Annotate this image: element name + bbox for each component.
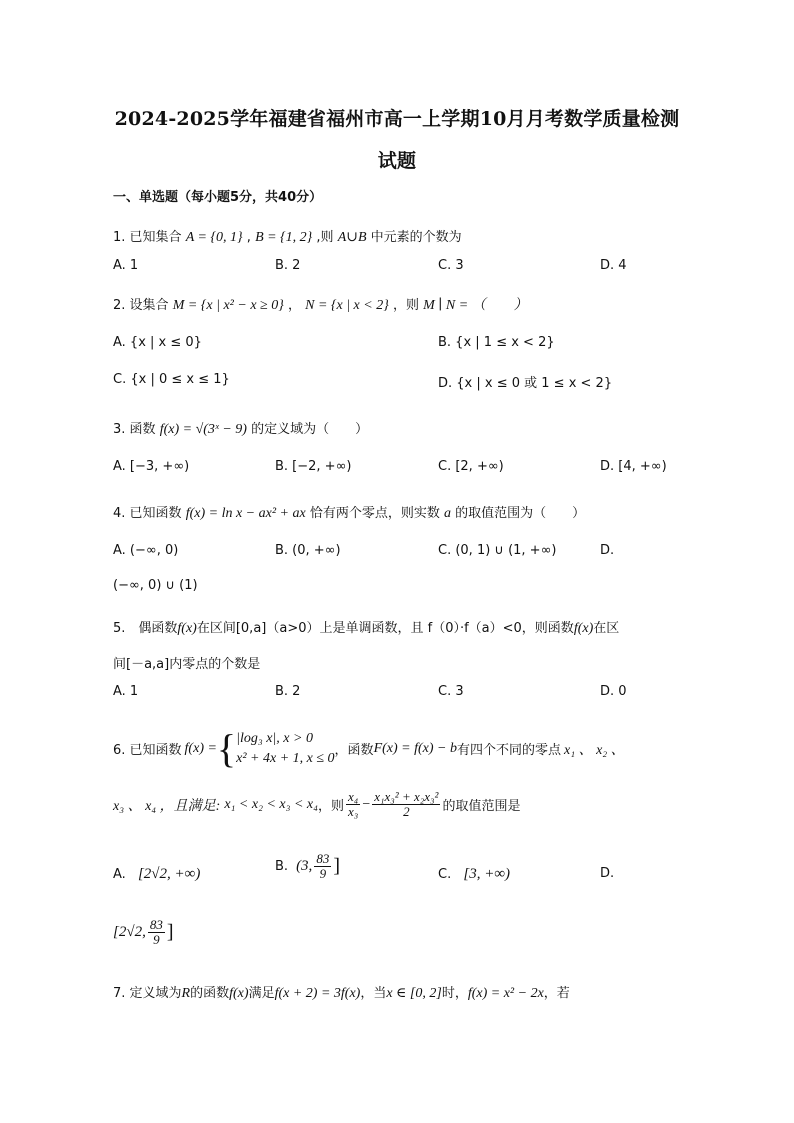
q4-option-d: D. <box>600 543 615 558</box>
q1-option-a: A. 1 <box>113 258 139 273</box>
q6-option-c-label: C. <box>438 867 452 882</box>
q6-option-c <box>438 866 510 883</box>
q6-option-b-right: ] <box>333 855 340 878</box>
q5-text-c: 在区 <box>593 621 620 636</box>
q4-suffix: 的取值范围为（ ） <box>455 506 586 521</box>
q6-option-d-right: ] <box>166 921 174 944</box>
q2-expr: M ∣ N = （ ） <box>423 298 528 313</box>
question-2: 2. 设集合 M = {x | x² − x ≥ 0} ， N = {x | x < 2} ，则 M ∣ N = （ ） <box>113 298 528 313</box>
q2-option-a: A. {x | x ≤ 0} <box>113 335 202 350</box>
q7-suffix: ，若 <box>543 986 570 1001</box>
q7-prefix: 7. 定义域为 <box>113 986 182 1001</box>
q1-option-b: B. 2 <box>275 258 301 273</box>
q7-mid3: ，当 <box>360 986 387 1001</box>
q2-prefix: 2. 设集合 <box>113 298 169 313</box>
q4-option-d-value: (−∞, 0) ∪ (1) <box>113 578 198 593</box>
q6-case-1: |log₃ x|, x > 0 <box>236 730 313 746</box>
q1-suffix: 中元素的个数为 <box>370 230 462 245</box>
q6-line2-suffix: 的取值范围是 <box>442 799 521 815</box>
q5-option-b: B. 2 <box>275 684 301 699</box>
q3-option-a: A. [−3, +∞) <box>113 459 190 474</box>
q6-fraction-2 <box>372 790 440 820</box>
q6-line2-mid: ，则 <box>318 799 345 815</box>
q6-fx: f(x) = <box>184 740 217 756</box>
q7-eq: f(x + 2) = 3f(x) <box>274 986 361 1001</box>
q7-eq2: f(x) = x² − 2x <box>467 986 544 1001</box>
q6-option-a <box>113 866 200 883</box>
q4-var: a <box>443 506 451 521</box>
q6-option-d-num: 83 <box>149 917 163 932</box>
q1-union: A∪B <box>337 230 367 245</box>
q2-option-d: D. {x | x ≤ 0 或 1 ≤ x < 2} <box>438 376 613 391</box>
question-1: 1. 已知集合 A = {0, 1} , B = {1, 2} ,则 A∪B 中元素的个数为 <box>113 230 462 245</box>
q3-function: f(x) = √(3ˣ − 9) <box>159 422 247 437</box>
q7-mid4: 时， <box>441 986 468 1001</box>
q6-mid: ，函数 <box>334 743 374 758</box>
q7-R: R <box>181 986 191 1001</box>
q1-set-a: A = {0, 1} <box>185 230 243 245</box>
q6-option-d-den: 9 <box>153 932 160 948</box>
exam-title-line1: 2024-2025学年福建省福州市高一上学期10月月考数学质量检测 <box>114 108 680 130</box>
q3-option-b: B. [−2, +∞) <box>275 459 352 474</box>
q6-case-2: x² + 4x + 1, x ≤ 0 <box>236 750 335 766</box>
q6-option-a-label: A. <box>113 867 126 882</box>
q6-Fx: F(x) = f(x) − b <box>373 740 457 756</box>
q6-option-a-value: [2√2, +∞) <box>137 866 201 882</box>
q2-option-b: B. {x | 1 ≤ x < 2} <box>438 335 555 350</box>
q3-option-d: D. [4, +∞) <box>600 459 667 474</box>
q6-frac1-den: x₃ <box>348 804 359 820</box>
q7-range: x ∈ [0, 2] <box>386 986 442 1001</box>
q6-zeros-2: x₃ 、 x₄ ，且满足: <box>113 798 221 814</box>
q2-set-m: M = {x | x² − x ≥ 0} <box>172 298 284 313</box>
q4-option-a: A. (−∞, 0) <box>113 543 179 558</box>
q7-mid1: 的函数 <box>190 986 230 1001</box>
q6-option-b-fraction <box>314 852 331 882</box>
q1-option-d: D. 4 <box>600 258 627 273</box>
q6-option-d-fraction <box>148 918 165 948</box>
q1-set-b: B = {1, 2} <box>255 230 313 245</box>
q5-text-b: 在区间[0,a]（a>0）上是单调函数，且 f（0）·f（a）<0，则函数 <box>196 621 574 636</box>
q6-piecewise <box>236 729 334 768</box>
q6-option-b-num: 83 <box>316 851 330 866</box>
question-4 <box>113 502 585 522</box>
q6-option-b-label: B. <box>275 859 289 875</box>
q6-piecewise-brace: { <box>216 726 237 771</box>
exam-title-line2: 试题 <box>377 150 417 172</box>
q6-option-b <box>275 852 340 882</box>
question-5-line1 <box>113 617 619 637</box>
q6-prefix: 6. 已知函数 <box>113 743 182 758</box>
q6-condition: x₁ < x₂ < x₃ < x₄ <box>224 796 318 812</box>
q2-mid: ，则 <box>392 298 419 313</box>
q6-suffix: 有四个不同的零点 <box>456 743 561 758</box>
q2-option-c: C. {x | 0 ≤ x ≤ 1} <box>113 372 230 387</box>
q5-option-c: C. 3 <box>438 684 464 699</box>
q4-option-b: B. (0, +∞) <box>275 543 341 558</box>
q6-option-c-value: [3, +∞) <box>463 866 511 882</box>
q3-suffix: 的定义域为（ ） <box>251 422 369 437</box>
q7-fx: f(x) <box>229 986 249 1001</box>
q3-prefix: 3. 函数 <box>113 422 156 437</box>
q5-option-a: A. 1 <box>113 684 139 699</box>
q4-option-c: C. (0, 1) ∪ (1, +∞) <box>438 543 557 558</box>
q6-frac2-den: 2 <box>403 804 410 820</box>
q6-option-b-den: 9 <box>319 866 327 882</box>
q4-function: f(x) = ln x − ax² + ax <box>185 506 306 521</box>
q5-fx-1: f(x) <box>177 621 197 636</box>
question-6-line1 <box>113 725 625 772</box>
q5-text-a: 5. 偶函数 <box>113 621 178 636</box>
q5-option-d: D. 0 <box>600 684 627 699</box>
question-6-line2 <box>113 790 520 820</box>
q6-zeros-1: x₁ 、 x₂ 、 <box>564 742 625 758</box>
q6-frac2-num: x₁x₃² + x₂x₃² <box>374 789 439 804</box>
q2-set-n: N = {x | x < 2} <box>305 298 389 313</box>
question-7 <box>113 982 570 1002</box>
q1-prefix: 1. 已知集合 <box>113 230 182 245</box>
question-3 <box>113 418 368 438</box>
section-heading-single-choice: 一、单选题（每小题5分，共40分） <box>113 190 323 205</box>
q4-prefix: 4. 已知函数 <box>113 506 182 521</box>
question-5-line2: 间[－a,a]内零点的个数是 <box>113 657 261 672</box>
q7-mid2: 满足 <box>248 986 275 1001</box>
q4-mid: 恰有两个零点，则实数 <box>309 506 440 521</box>
q6-option-d-value <box>113 918 174 948</box>
q6-frac1-num: x₄ <box>348 789 359 804</box>
q6-option-d-left: [2√2, <box>113 924 146 941</box>
q6-option-d: D. <box>600 866 615 881</box>
q3-option-c: C. [2, +∞) <box>438 459 504 474</box>
q6-option-b-left: (3, <box>296 858 313 875</box>
q6-fraction-1 <box>346 790 360 820</box>
q5-fx-2: f(x) <box>573 621 594 636</box>
q1-option-c: C. 3 <box>438 258 464 273</box>
q1-mid: ,则 <box>316 230 334 245</box>
q6-minus: − <box>362 796 371 812</box>
